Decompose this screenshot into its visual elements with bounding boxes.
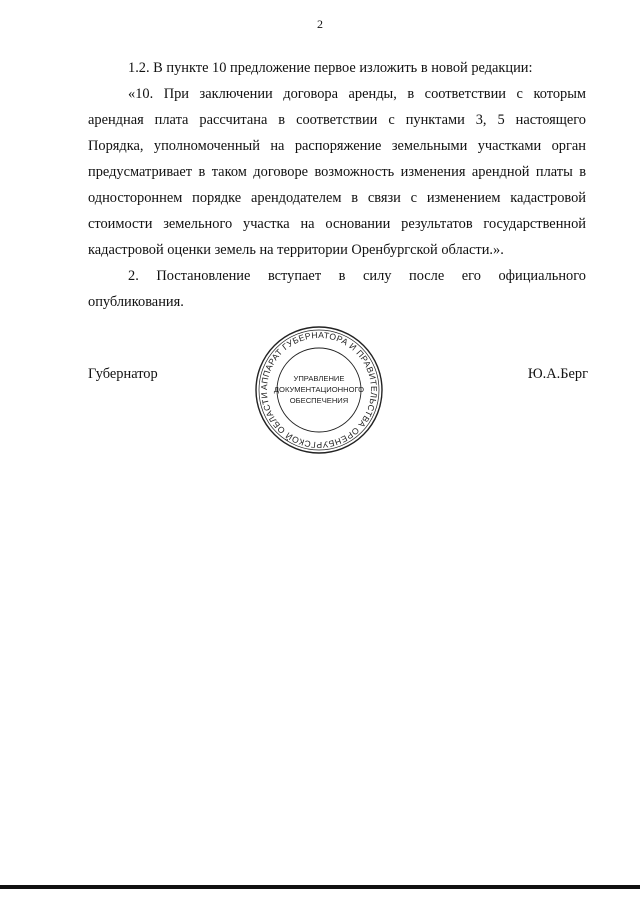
official-seal-stamp <box>253 324 385 456</box>
text-line: предусматривает в таком договоре возможность изменения арендной платы в <box>88 164 586 180</box>
text-line: опубликования. <box>88 294 184 310</box>
paragraph-amendment-intro: 1.2. В пункте 10 предложение первое изложить в новой редакции: <box>128 60 533 76</box>
signature-name: Ю.А.Берг <box>527 366 588 382</box>
seal-ring-textpath: АППАРАТ ГУБЕРНАТОРА И ПРАВИТЕЛЬСТВА ОРЕНБУРГСКОЙ ОБЛАСТИ <box>258 329 380 451</box>
page-number: 2 <box>317 17 323 31</box>
text-line: кадастровой оценки земель на территории Оренбургской области.». <box>88 242 504 258</box>
footer-rule <box>0 885 640 889</box>
text-line: арендная плата рассчитана в соответствии с пунктами 3, 5 настоящего <box>88 112 586 128</box>
text-line: 2. Постановление вступает в силу после его официального <box>128 268 586 284</box>
seal-center-line-1: УПРАВЛЕНИЕ <box>293 374 345 383</box>
text-line: Порядка, уполномоченный на распоряжение земельными участками орган <box>88 138 586 154</box>
text-line: одностороннем порядке арендодателем в связи с изменением кадастровой <box>88 190 586 206</box>
signature-title: Губернатор <box>88 366 158 382</box>
text-line: стоимости земельного участка на основании результатов государственной <box>88 216 586 232</box>
seal-center-line-3: ОБЕСПЕЧЕНИЯ <box>289 396 349 405</box>
text-line: «10. При заключении договора аренды, в соответствии с которым <box>128 86 586 102</box>
seal-center-line-2: ДОКУМЕНТАЦИОННОГО <box>273 385 365 394</box>
